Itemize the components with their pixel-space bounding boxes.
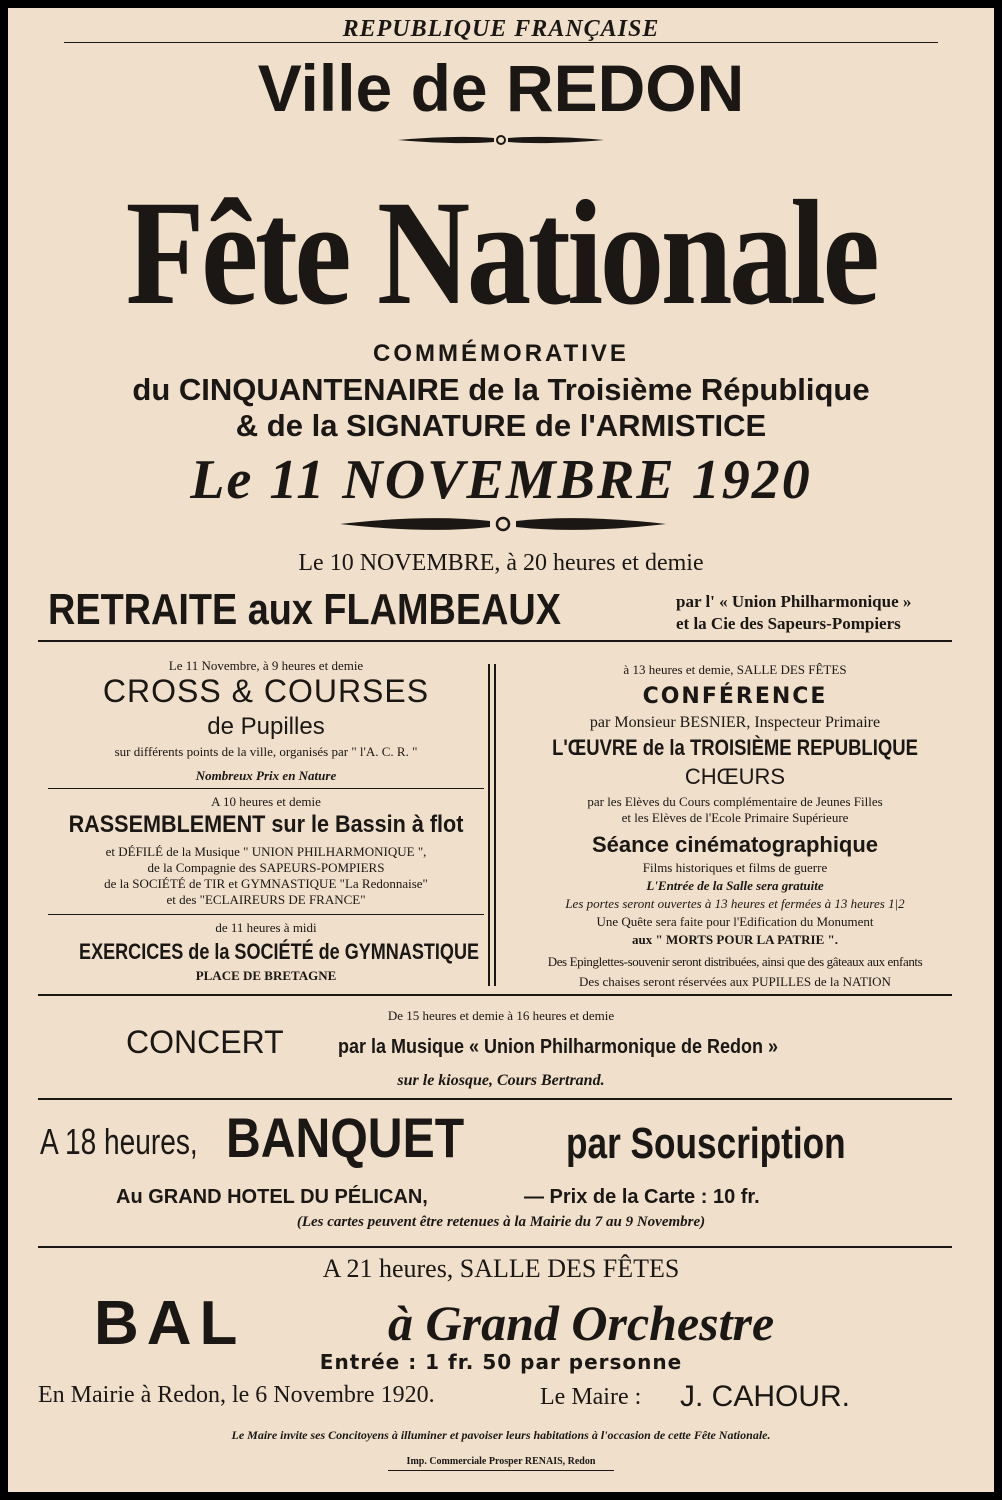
seance-title: Séance cinématographique bbox=[591, 832, 879, 857]
exercices-title: EXERCICES de la SOCIÉTÉ de GYMNASTIQUE bbox=[79, 939, 480, 964]
bal-title: BAL bbox=[94, 1289, 246, 1358]
cross-description: sur différents points de la ville, organisés par " l'A. C. R. " bbox=[114, 744, 418, 759]
cross-subtitle: de Pupilles bbox=[207, 713, 325, 740]
films-line: Films historiques et films de guerre bbox=[642, 860, 828, 875]
rassemblement-line-1: et DÉFILÉ de la Musique " UNION PHILHARMONIQUE ", bbox=[105, 844, 427, 859]
quete-line-1: Une Quête sera faite pour l'Edification du Monument bbox=[596, 914, 874, 929]
ornament-divider-top bbox=[396, 132, 606, 148]
conference-time: à 13 heures et demie, SALLE DES FÊTES bbox=[623, 662, 847, 677]
rassemblement-time: A 10 heures et demie bbox=[211, 794, 321, 809]
left-rule-2 bbox=[48, 914, 484, 915]
armistice-line: & de la SIGNATURE de l'ARMISTICE bbox=[235, 408, 767, 443]
choeurs-line-1: par les Elèves du Cours complémentaire de Jeunes Filles bbox=[587, 794, 883, 809]
retraite-time: Le 10 NOVEMBRE, à 20 heures et demie bbox=[298, 550, 704, 576]
banquet-time: A 18 heures, bbox=[40, 1121, 198, 1162]
maire-label: Le Maire : bbox=[540, 1384, 642, 1410]
epinglettes-line: Des Epinglettes-souvenir seront distribuées, ainsi que des gâteaux aux enfants bbox=[547, 954, 923, 969]
concert-time: De 15 heures et demie à 16 heures et demie bbox=[387, 1008, 615, 1023]
ville-title: Ville de REDON bbox=[257, 51, 745, 125]
conference-title: CONFÉRENCE bbox=[642, 684, 828, 709]
bal-time: A 21 heures, SALLE DES FÊTES bbox=[322, 1254, 680, 1283]
maire-invitation: Le Maire invite ses Concitoyens à illuminer et pavoiser leurs habitations à l'occasion de cette Fête Nationale. bbox=[231, 1428, 771, 1442]
cross-title: CROSS & COURSES bbox=[102, 673, 430, 709]
section-rule-1 bbox=[38, 640, 952, 642]
exercices-place: PLACE DE BRETAGNE bbox=[195, 968, 337, 983]
oeuvre-title: L'ŒUVRE de la TROISIÈME REPUBLIQUE bbox=[552, 735, 918, 760]
poster bbox=[8, 8, 994, 1492]
banquet-title: BANQUET bbox=[226, 1106, 465, 1169]
republique-heading: REPUBLIQUE FRANÇAISE bbox=[342, 16, 660, 42]
cinquantenaire-line: du CINQUANTENAIRE de la Troisième République bbox=[132, 372, 870, 407]
rassemblement-title: RASSEMBLEMENT sur le Bassin à flot bbox=[68, 811, 464, 838]
portes-line: Les portes seront ouvertes à 13 heures et fermées à 13 heures 1|2 bbox=[565, 896, 905, 911]
section-rule-2 bbox=[38, 994, 952, 996]
banquet-hotel: Au GRAND HOTEL DU PÉLICAN, bbox=[116, 1186, 428, 1208]
banquet-note: (Les cartes peuvent être retenues à la Mairie du 7 au 9 Novembre) bbox=[296, 1214, 706, 1230]
conference-speaker: par Monsieur BESNIER, Inspecteur Primaire bbox=[589, 714, 881, 731]
commemorative-heading: COMMÉMORATIVE bbox=[373, 340, 629, 367]
section-rule-3 bbox=[38, 1098, 952, 1100]
fete-nationale-title: Fête Nationale bbox=[125, 170, 877, 336]
section-rule-4 bbox=[38, 1246, 952, 1248]
cross-prix: Nombreux Prix en Nature bbox=[195, 768, 337, 783]
maire-name: J. CAHOUR. bbox=[680, 1380, 851, 1413]
choeurs-line-2: et les Elèves de l'Ecole Primaire Supérieure bbox=[621, 810, 849, 825]
ornament-divider-bottom bbox=[338, 512, 668, 534]
concert-place: sur le kiosque, Cours Bertrand. bbox=[397, 1072, 605, 1089]
entree-gratuite: L'Entrée de la Salle sera gratuite bbox=[646, 878, 824, 893]
quete-line-2: aux " MORTS POUR LA PATRIE ". bbox=[632, 932, 838, 947]
imprimeur-line: Imp. Commerciale Prosper RENAIS, Redon bbox=[406, 1456, 596, 1467]
bal-entree: Entrée : 1 fr. 50 par personne bbox=[319, 1350, 683, 1374]
retraite-title: RETRAITE aux FLAMBEAUX bbox=[48, 585, 561, 634]
left-rule-1 bbox=[48, 788, 484, 789]
banquet-subtitle: par Souscription bbox=[566, 1119, 846, 1168]
rassemblement-line-2: de la Compagnie des SAPEURS-POMPIERS bbox=[147, 860, 385, 875]
retraite-by-2: et la Cie des Sapeurs-Pompiers bbox=[676, 614, 901, 633]
retraite-by-1: par l' « Union Philharmonique » bbox=[676, 592, 912, 611]
rassemblement-line-4: et des "ECLAIREURS DE FRANCE" bbox=[166, 892, 366, 907]
column-divider-b bbox=[494, 664, 496, 986]
main-date: Le 11 NOVEMBRE 1920 bbox=[190, 449, 812, 511]
choeurs-title: CHŒURS bbox=[684, 764, 786, 789]
column-divider-a bbox=[488, 664, 490, 986]
concert-title: CONCERT bbox=[126, 1024, 284, 1060]
rassemblement-line-3: de la SOCIÉTÉ de TIR et GYMNASTIQUE "La Redonnaise" bbox=[104, 876, 428, 891]
concert-by: par la Musique « Union Philharmonique de Redon » bbox=[338, 1036, 779, 1058]
mairie-date: En Mairie à Redon, le 6 Novembre 1920. bbox=[38, 1382, 435, 1408]
bal-subtitle: à Grand Orchestre bbox=[388, 1295, 775, 1351]
cross-time: Le 11 Novembre, à 9 heures et demie bbox=[168, 658, 364, 673]
banquet-prix: — Prix de la Carte : 10 fr. bbox=[524, 1186, 760, 1208]
chaises-line: Des chaises seront réservées aux PUPILLES de la NATION bbox=[579, 974, 891, 989]
exercices-time: de 11 heures à midi bbox=[215, 920, 317, 935]
header-rule bbox=[64, 42, 938, 43]
imprimeur-rule bbox=[388, 1470, 614, 1471]
